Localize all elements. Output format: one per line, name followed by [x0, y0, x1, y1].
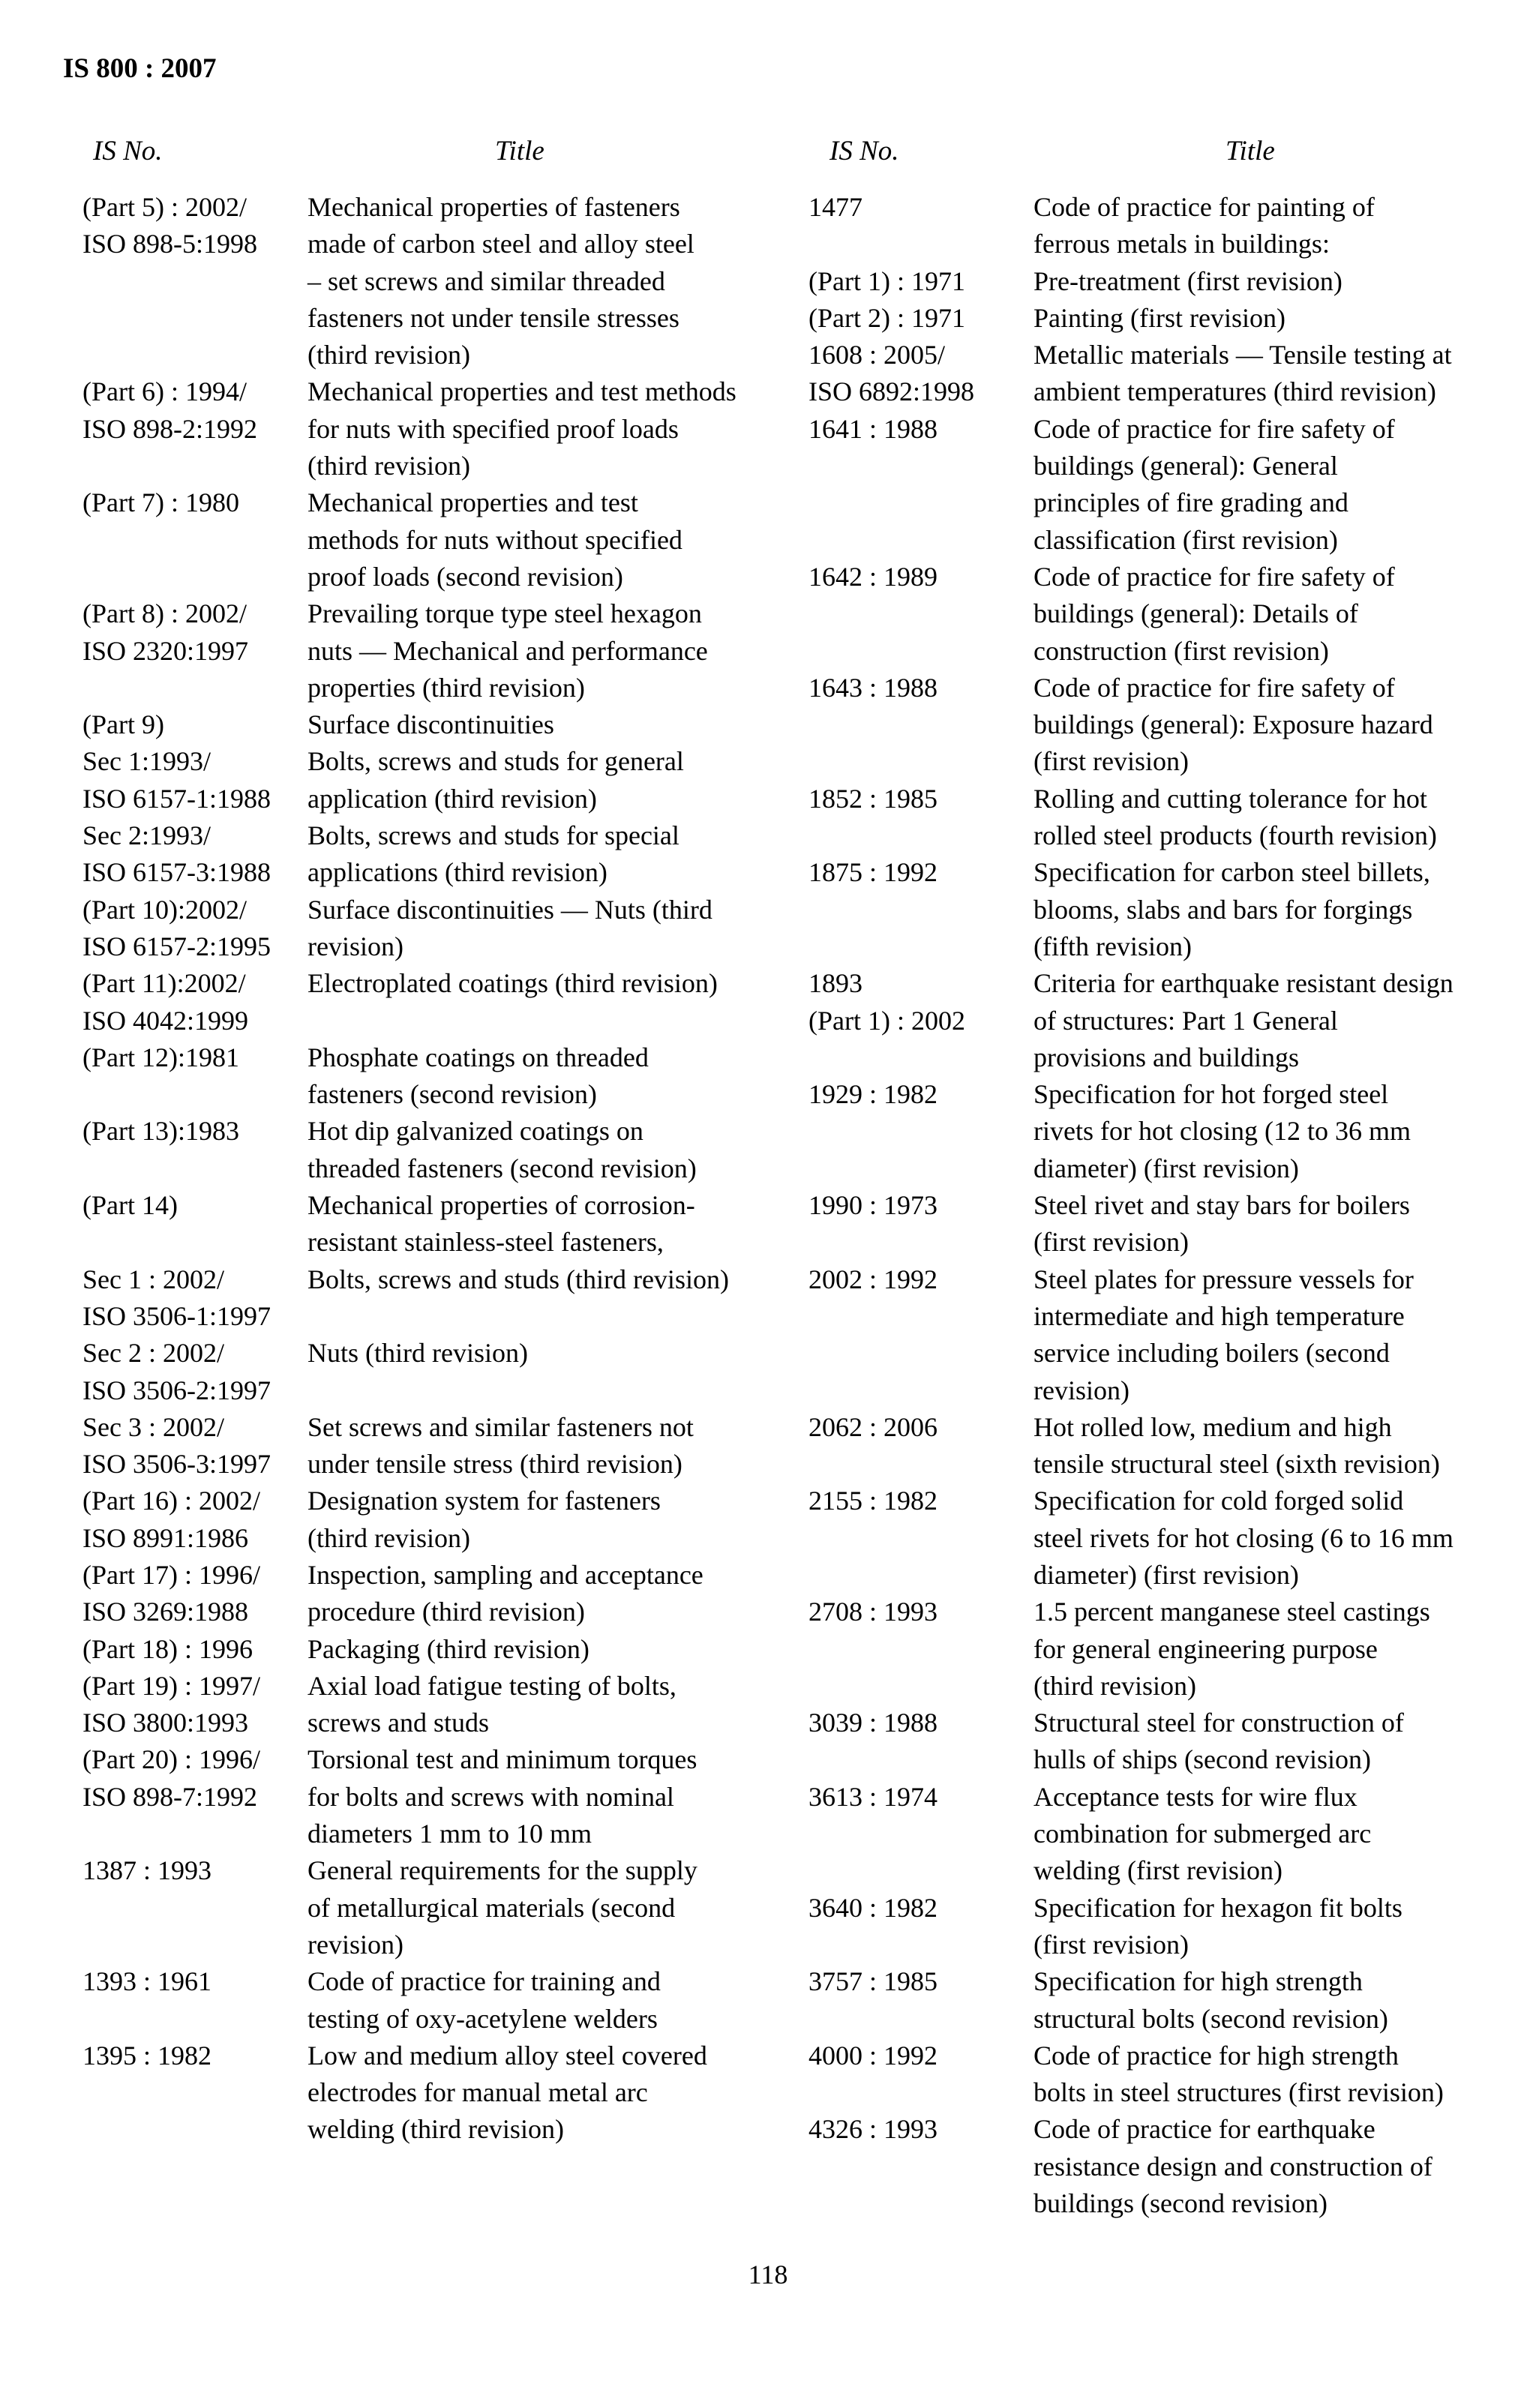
is-number: 1477 [808, 192, 862, 222]
list-item [808, 300, 1484, 337]
is-number: 1393 : 1961 [82, 1966, 212, 1997]
is-number: 1929 : 1982 [808, 1079, 938, 1110]
standard-title: Code of practice for painting of ferrous metals in buildings: [1034, 192, 1375, 259]
is-number: Sec 1 : 2002/ ISO 3506-1:1997 [82, 1264, 271, 1331]
standard-title: Steel plates for pressure vessels for intermediate and high temperature service including boilers (second revision) [1034, 1264, 1414, 1405]
list-item [82, 706, 772, 743]
is-number: (Part 1) : 1971 [808, 265, 965, 296]
is-number: (Part 13):1983 [82, 1116, 239, 1147]
list-item [808, 1076, 1484, 1187]
list-item [82, 1963, 772, 2038]
is-number: 1893 (Part 1) : 2002 [808, 968, 965, 1036]
is-number: 1387 : 1993 [82, 1855, 212, 1886]
right-title-header: Title [1226, 136, 1275, 166]
is-number: 1641 : 1988 [808, 413, 938, 444]
list-item [808, 1483, 1484, 1594]
standard-title: Mechanical properties of fasteners made of carbon steel and alloy steel – set screws and similar threaded fasteners not under tensile stresses (third revision) [308, 192, 694, 370]
list-item [82, 1631, 772, 1668]
standard-title: Phosphate coatings on threaded fasteners (second revision) [308, 1042, 649, 1110]
list-item [82, 1113, 772, 1187]
is-number: 1395 : 1982 [82, 2040, 212, 2071]
standard-title: Low and medium alloy steel covered electrodes for manual metal arc welding (third revision) [308, 2040, 707, 2145]
list-item [82, 892, 772, 966]
is-number: (Part 11):2002/ ISO 4042:1999 [82, 968, 249, 1036]
list-item [82, 189, 772, 373]
standard-title: Acceptance tests for wire flux combination for submerged arc welding (first revision) [1034, 1781, 1372, 1886]
standard-title: 1.5 percent manganese steel castings for general engineering purpose (third revision) [1034, 1597, 1430, 1701]
standard-title: Bolts, screws and studs for special applications (third revision) [308, 820, 680, 888]
standard-title: Rolling and cutting tolerance for hot rolled steel products (fourth revision) [1034, 783, 1437, 851]
standard-title: Hot rolled low, medium and high tensile structural steel (sixth revision) [1034, 1411, 1440, 1480]
is-number: (Part 5) : 2002/ ISO 898-5:1998 [82, 192, 257, 259]
is-number: 3613 : 1974 [808, 1781, 938, 1812]
list-item [808, 1187, 1484, 1261]
standard-title: Bolts, screws and studs for general application (third revision) [308, 746, 684, 814]
is-number: 3757 : 1985 [808, 1966, 938, 1997]
standard-title: Painting (first revision) [1034, 302, 1286, 333]
is-number: (Part 7) : 1980 [82, 487, 239, 518]
is-number: 1852 : 1985 [808, 783, 938, 814]
standard-title: Code of practice for fire safety of buildings (general): Exposure hazard (first revision) [1034, 672, 1433, 777]
standard-title: Hot dip galvanized coatings on threaded fasteners (second revision) [308, 1116, 697, 1183]
is-number: 3039 : 1988 [808, 1708, 938, 1738]
list-item [808, 263, 1484, 300]
list-item [82, 1187, 772, 1261]
list-item [82, 484, 772, 595]
standard-title: Surface discontinuities — Nuts (third revision) [308, 894, 712, 961]
list-item [808, 1890, 1484, 1964]
is-number: (Part 16) : 2002/ ISO 8991:1986 [82, 1486, 260, 1553]
page-number: 118 [748, 2260, 788, 2290]
standard-title: Specification for cold forged solid steel rivets for hot closing (6 to 16 mm diameter) (first revision) [1034, 1486, 1454, 1590]
standard-title: Specification for hot forged steel rivets for hot closing (12 to 36 mm diameter) (first revision) [1034, 1079, 1411, 1183]
list-item [82, 1039, 772, 1114]
list-item [808, 337, 1484, 411]
list-item [82, 1335, 772, 1409]
standard-title: Designation system for fasteners (third revision) [308, 1486, 661, 1553]
standard-title: Set screws and similar fasteners not under tensile stress (third revision) [308, 1411, 694, 1480]
standard-title: Axial load fatigue testing of bolts, screws and studs [308, 1670, 676, 1738]
standard-title: Packaging (third revision) [308, 1633, 590, 1664]
standard-title: Torsional test and minimum torques for bolts and screws with nominal diameters 1 mm to 10 mm [308, 1744, 698, 1849]
standard-title: Nuts (third revision) [308, 1338, 528, 1369]
standard-title: Structural steel for construction of hulls of ships (second revision) [1034, 1708, 1404, 1775]
list-item [82, 1557, 772, 1631]
is-number: Sec 2 : 2002/ ISO 3506-2:1997 [82, 1338, 271, 1405]
is-number: 2155 : 1982 [808, 1486, 938, 1516]
is-number: Sec 2:1993/ ISO 6157-3:1988 [82, 820, 271, 888]
is-number: (Part 20) : 1996/ ISO 898-7:1992 [82, 1744, 260, 1812]
standard-title: Specification for high strength structural bolts (second revision) [1034, 1966, 1388, 2034]
list-item [82, 1409, 772, 1483]
standard-title: Surface discontinuities [308, 709, 554, 740]
list-item [808, 670, 1484, 781]
is-number: (Part 18) : 1996 [82, 1633, 253, 1664]
standard-title: Inspection, sampling and acceptance procedure (third revision) [308, 1559, 704, 1627]
is-number: (Part 9) [82, 709, 164, 740]
standard-title: Code of practice for fire safety of buildings (general): General principles of fire grading and classification (first revision) [1034, 413, 1395, 555]
is-number: 1643 : 1988 [808, 672, 938, 703]
list-item [808, 559, 1484, 670]
list-item [82, 965, 772, 1039]
standard-title: Specification for hexagon fit bolts (first revision) [1034, 1892, 1402, 1960]
standard-title: Code of practice for earthquake resistance design and construction of buildings (second revision) [1034, 2114, 1432, 2219]
is-number: Sec 1:1993/ ISO 6157-1:1988 [82, 746, 271, 814]
list-item [82, 1261, 772, 1336]
standard-title: General requirements for the supply of metallurgical materials (second revision) [308, 1855, 698, 1960]
standard-title: Criteria for earthquake resistant design of structures: Part 1 General provisions and buildings [1034, 968, 1454, 1072]
list-item [808, 965, 1484, 1076]
standard-title: Code of practice for high strength bolts in steel structures (first revision) [1034, 2040, 1444, 2108]
standard-title: Metallic materials — Tensile testing at ambient temperatures (third revision) [1034, 340, 1452, 407]
standard-title: Electroplated coatings (third revision) [308, 968, 718, 999]
list-item [82, 1852, 772, 1963]
right-column [808, 189, 1484, 2222]
list-item [82, 743, 772, 817]
is-number: 1642 : 1989 [808, 561, 938, 592]
list-item [808, 2111, 1484, 2222]
is-number: (Part 17) : 1996/ ISO 3269:1988 [82, 1559, 260, 1627]
is-number: 4326 : 1993 [808, 2114, 938, 2145]
standard-title: Steel rivet and stay bars for boilers (first revision) [1034, 1190, 1410, 1258]
is-number: 3640 : 1982 [808, 1892, 938, 1923]
list-item [808, 1963, 1484, 2038]
list-item [808, 1261, 1484, 1409]
is-number: (Part 2) : 1971 [808, 302, 965, 333]
list-item [82, 2038, 772, 2149]
is-number: 1608 : 2005/ ISO 6892:1998 [808, 340, 975, 407]
standard-title: Mechanical properties and test methods for nuts with specified proof loads (third revision) [308, 376, 736, 481]
list-item [82, 1483, 772, 1557]
is-number: (Part 8) : 2002/ ISO 2320:1997 [82, 598, 249, 666]
standard-title: Code of practice for training and testing of oxy-acetylene welders [308, 1966, 661, 2034]
is-number: (Part 12):1981 [82, 1042, 239, 1072]
is-number: 4000 : 1992 [808, 2040, 938, 2071]
right-isno-header: IS No. [830, 136, 899, 166]
is-number: (Part 14) [82, 1190, 178, 1221]
list-item [808, 1594, 1484, 1705]
is-number: 2062 : 2006 [808, 1411, 938, 1442]
standard-header: IS 800 : 2007 [63, 53, 217, 84]
list-item [808, 411, 1484, 559]
is-number: 2002 : 1992 [808, 1264, 938, 1294]
list-item [82, 373, 772, 484]
left-column [82, 189, 772, 2149]
list-item [82, 817, 772, 892]
left-isno-header: IS No. [93, 136, 163, 166]
list-item [808, 1705, 1484, 1779]
standard-title: Code of practice for fire safety of buildings (general): Details of construction (first revision) [1034, 561, 1395, 666]
is-number: (Part 19) : 1997/ ISO 3800:1993 [82, 1670, 260, 1738]
list-item [808, 189, 1484, 263]
list-item [808, 2038, 1484, 2112]
is-number: 2708 : 1993 [808, 1597, 938, 1627]
list-item [82, 1668, 772, 1742]
standard-title: Mechanical properties of corrosion- resistant stainless-steel fasteners, [308, 1190, 695, 1258]
standard-title: Bolts, screws and studs (third revision) [308, 1264, 729, 1294]
standard-title: Specification for carbon steel billets, blooms, slabs and bars for forgings (fifth revision) [1034, 857, 1430, 961]
left-title-header: Title [495, 136, 544, 166]
list-item [808, 854, 1484, 965]
list-item [82, 1741, 772, 1852]
list-item [808, 1409, 1484, 1483]
is-number: 1990 : 1973 [808, 1190, 938, 1221]
is-number: Sec 3 : 2002/ ISO 3506-3:1997 [82, 1411, 271, 1480]
is-number: (Part 6) : 1994/ ISO 898-2:1992 [82, 376, 257, 444]
list-item [808, 1779, 1484, 1890]
standard-title: Prevailing torque type steel hexagon nuts — Mechanical and performance properties (third revision) [308, 598, 708, 703]
is-number: 1875 : 1992 [808, 857, 938, 888]
is-number: (Part 10):2002/ ISO 6157-2:1995 [82, 894, 271, 961]
list-item [808, 781, 1484, 855]
standard-title: Pre-treatment (first revision) [1034, 265, 1342, 296]
standard-title: Mechanical properties and test methods for nuts without specified proof loads (second revision) [308, 487, 682, 592]
list-item [82, 595, 772, 706]
